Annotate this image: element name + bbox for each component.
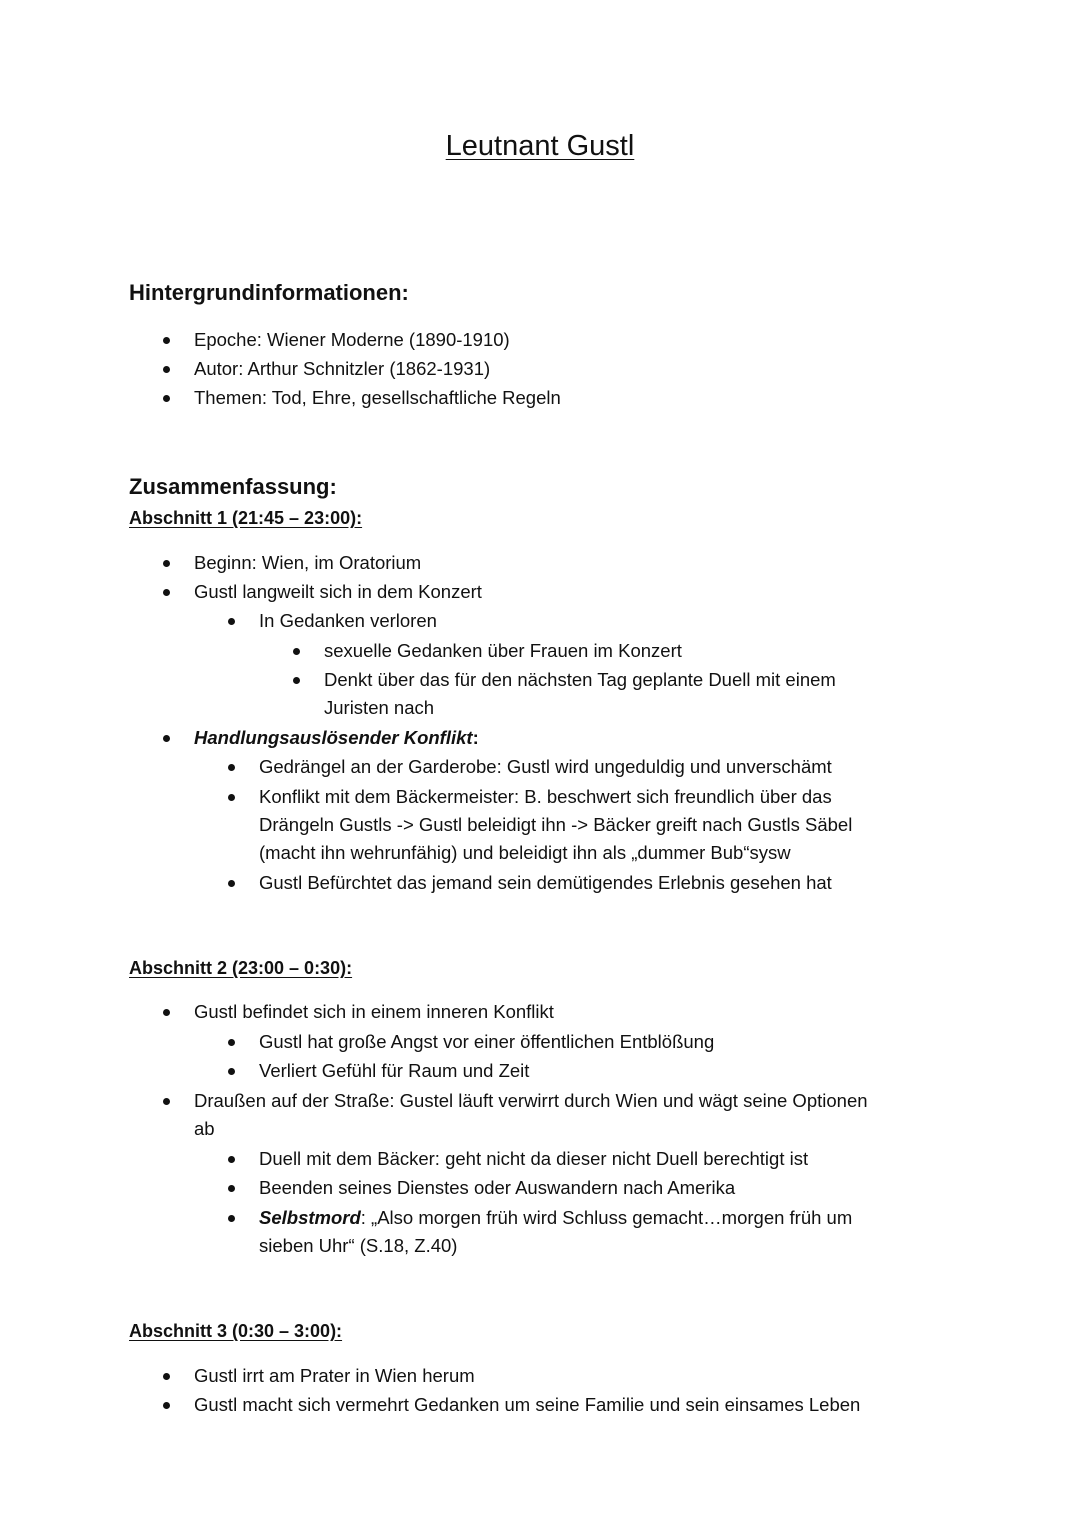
bullet-icon	[228, 1215, 235, 1222]
list-item: In Gedanken verloren	[259, 607, 437, 635]
bullet-icon	[163, 1098, 170, 1105]
page-title: Leutnant Gustl	[445, 130, 635, 162]
bullet-icon	[228, 880, 235, 887]
list-item: Epoche: Wiener Moderne (1890-1910)	[194, 326, 510, 354]
list-item: Draußen auf der Straße: Gustel läuft verwirrt durch Wien und wägt seine Optionen	[194, 1087, 868, 1115]
list-item: Gustl befindet sich in einem inneren Konflikt	[194, 998, 554, 1026]
bullet-icon	[163, 560, 170, 567]
list-item: Gustl irrt am Prater in Wien herum	[194, 1362, 475, 1390]
list-item: Duell mit dem Bäcker: geht nicht da dieser nicht Duell berechtigt ist	[259, 1145, 808, 1173]
bullet-icon	[163, 589, 170, 596]
section-3-heading: Abschnitt 3 (0:30 – 3:00):	[129, 1321, 343, 1341]
summary-heading: Zusammenfassung:	[129, 474, 337, 499]
section-1-heading: Abschnitt 1 (21:45 – 23:00):	[129, 508, 363, 528]
bullet-icon	[228, 794, 235, 801]
bullet-icon	[228, 1068, 235, 1075]
list-item-continuation: Juristen nach	[324, 697, 435, 718]
bullet-icon	[163, 1373, 170, 1380]
bullet-icon	[228, 764, 235, 771]
list-item: Themen: Tod, Ehre, gesellschaftliche Regeln	[194, 384, 561, 412]
list-item: Gustl langweilt sich in dem Konzert	[194, 578, 482, 606]
bullet-icon	[163, 395, 170, 402]
list-item: Beginn: Wien, im Oratorium	[194, 549, 421, 577]
bullet-icon	[293, 648, 300, 655]
list-item: Selbstmord: „Also morgen früh wird Schluss gemacht…morgen früh um	[259, 1204, 852, 1232]
list-item-continuation: Drängeln Gustls -> Gustl beleidigt ihn -> Bäcker greift nach Gustls Säbel	[259, 814, 853, 835]
bullet-icon	[228, 1156, 235, 1163]
bullet-icon	[163, 735, 170, 742]
list-item-continuation: (macht ihn wehrunfähig) und beleidigt ihn als „dummer Bub“sysw	[259, 842, 791, 863]
list-item: Gustl macht sich vermehrt Gedanken um seine Familie und sein einsames Leben	[194, 1391, 860, 1419]
list-item: Konflikt mit dem Bäckermeister: B. beschwert sich freundlich über das	[259, 783, 832, 811]
bullet-icon	[163, 1402, 170, 1409]
list-item: Handlungsauslösender Konflikt:	[194, 724, 479, 752]
list-item: Autor: Arthur Schnitzler (1862-1931)	[194, 355, 490, 383]
bullet-icon	[228, 1185, 235, 1192]
list-item: Denkt über das für den nächsten Tag geplante Duell mit einem	[324, 666, 836, 694]
list-item: Gustl Befürchtet das jemand sein demütigendes Erlebnis gesehen hat	[259, 869, 832, 897]
list-item: Gedrängel an der Garderobe: Gustl wird ungeduldig und unverschämt	[259, 753, 832, 781]
section-2-heading: Abschnitt 2 (23:00 – 0:30):	[129, 958, 353, 978]
list-item-continuation: ab	[194, 1118, 215, 1139]
list-item: Beenden seines Dienstes oder Auswandern nach Amerika	[259, 1174, 735, 1202]
list-item: Verliert Gefühl für Raum und Zeit	[259, 1057, 529, 1085]
bullet-icon	[228, 1039, 235, 1046]
bullet-icon	[163, 366, 170, 373]
bullet-icon	[228, 618, 235, 625]
list-item-continuation: sieben Uhr“ (S.18, Z.40)	[259, 1235, 458, 1256]
background-heading: Hintergrundinformationen:	[129, 280, 409, 305]
bullet-icon	[293, 677, 300, 684]
list-item: Gustl hat große Angst vor einer öffentlichen Entblößung	[259, 1028, 714, 1056]
list-item: sexuelle Gedanken über Frauen im Konzert	[324, 637, 682, 665]
bullet-icon	[163, 1009, 170, 1016]
bullet-icon	[163, 337, 170, 344]
